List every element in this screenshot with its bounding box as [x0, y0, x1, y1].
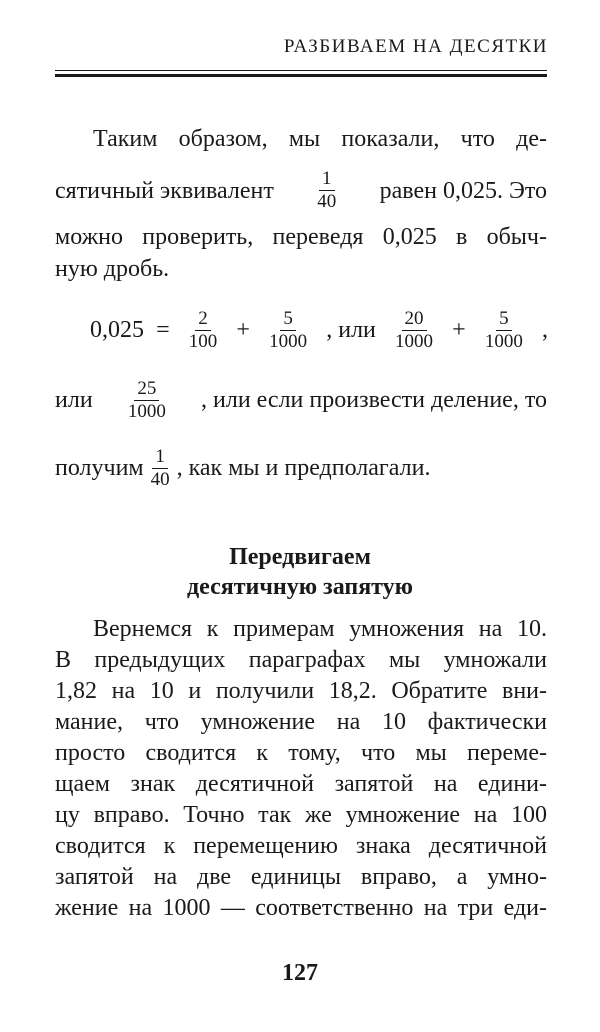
fraction-denominator: 40 [317, 191, 337, 212]
paragraph1-line4: ную дробь. [55, 256, 170, 282]
fraction-denominator: 1000 [127, 400, 166, 422]
fraction-denominator: 1000 [269, 330, 308, 352]
header-rule-thick [55, 74, 547, 77]
paragraph2-line: мание, что умножение на 10 фактически [55, 709, 547, 735]
fraction-numerator: 2 [195, 308, 211, 331]
equation-tail-comma: , [541, 316, 548, 343]
fraction-denominator: 1000 [395, 330, 434, 352]
fraction-1-40 [314, 168, 339, 213]
equation-line [90, 304, 548, 356]
page-number: 127 [282, 960, 318, 986]
paragraph2-line: В предыдущих параграфах мы умножали [55, 647, 547, 673]
paragraph2-line: запятой на две единицы вправо, а умно- [55, 864, 547, 890]
fraction-numerator: 1 [152, 446, 168, 469]
fraction-denominator: 40 [150, 468, 170, 490]
fraction-denominator: 100 [188, 330, 218, 352]
equation-plus: + [452, 316, 466, 343]
equation-equals: = [156, 316, 170, 343]
fraction-5-1000 [266, 308, 310, 353]
paragraph1-line2-before: сятичный эквивалент [55, 177, 274, 204]
equation-plus: + [236, 316, 250, 343]
paragraph2-line: просто сводится к тому, что мы переме- [55, 740, 547, 766]
equation-or: , или [326, 316, 376, 343]
fraction-5-1000-b [482, 308, 526, 353]
paragraph2-line: цу вправо. Точно так же умножение на 100 [55, 802, 547, 828]
paragraph2-line: щаем знак десятичной запятой на едини- [55, 771, 547, 797]
header-rule-thin [55, 70, 547, 71]
fraction-denominator: 1000 [484, 330, 523, 352]
fraction-numerator: 1 [319, 168, 335, 191]
result-line-after: , как мы и предполагали. [176, 455, 431, 481]
paragraph2-line: 1,82 на 10 и получили 18,2. Обратите вни- [55, 678, 547, 704]
paragraph2-line: сводится к перемещению знака десятичной [55, 833, 547, 859]
fraction-numerator: 25 [134, 378, 159, 401]
or-line-after: , или если произвести деление, то [201, 387, 547, 413]
paragraph1-line2 [55, 168, 547, 213]
fraction-25-1000 [125, 378, 169, 423]
fraction-2-100 [186, 308, 221, 353]
result-line [55, 442, 547, 494]
or-line [55, 374, 547, 426]
fraction-numerator: 5 [496, 308, 512, 331]
paragraph2-line: Вернемся к примерам умножения на 10. [93, 616, 547, 642]
paragraph2-line: жение на 1000 — соответственно на три еди- [55, 895, 547, 921]
fraction-1-40-b [148, 446, 173, 491]
fraction-numerator: 5 [280, 308, 296, 331]
paragraph1-line2-after: равен 0,025. Это [379, 177, 547, 204]
result-line-before: получим [55, 455, 144, 481]
fraction-numerator: 20 [402, 308, 427, 331]
or-line-before: или [55, 387, 93, 413]
running-header: РАЗБИВАЕМ НА ДЕСЯТКИ [283, 36, 548, 57]
section-heading-line1: Передвигаем [229, 544, 371, 570]
fraction-20-1000 [392, 308, 436, 353]
paragraph1-line1: Таким образом, мы показали, что де- [93, 126, 547, 152]
equation-lhs: 0,025 [90, 316, 144, 343]
paragraph1-line3: можно проверить, переведя 0,025 в обыч- [55, 224, 547, 250]
section-heading-line2: десятичную запятую [187, 574, 413, 600]
